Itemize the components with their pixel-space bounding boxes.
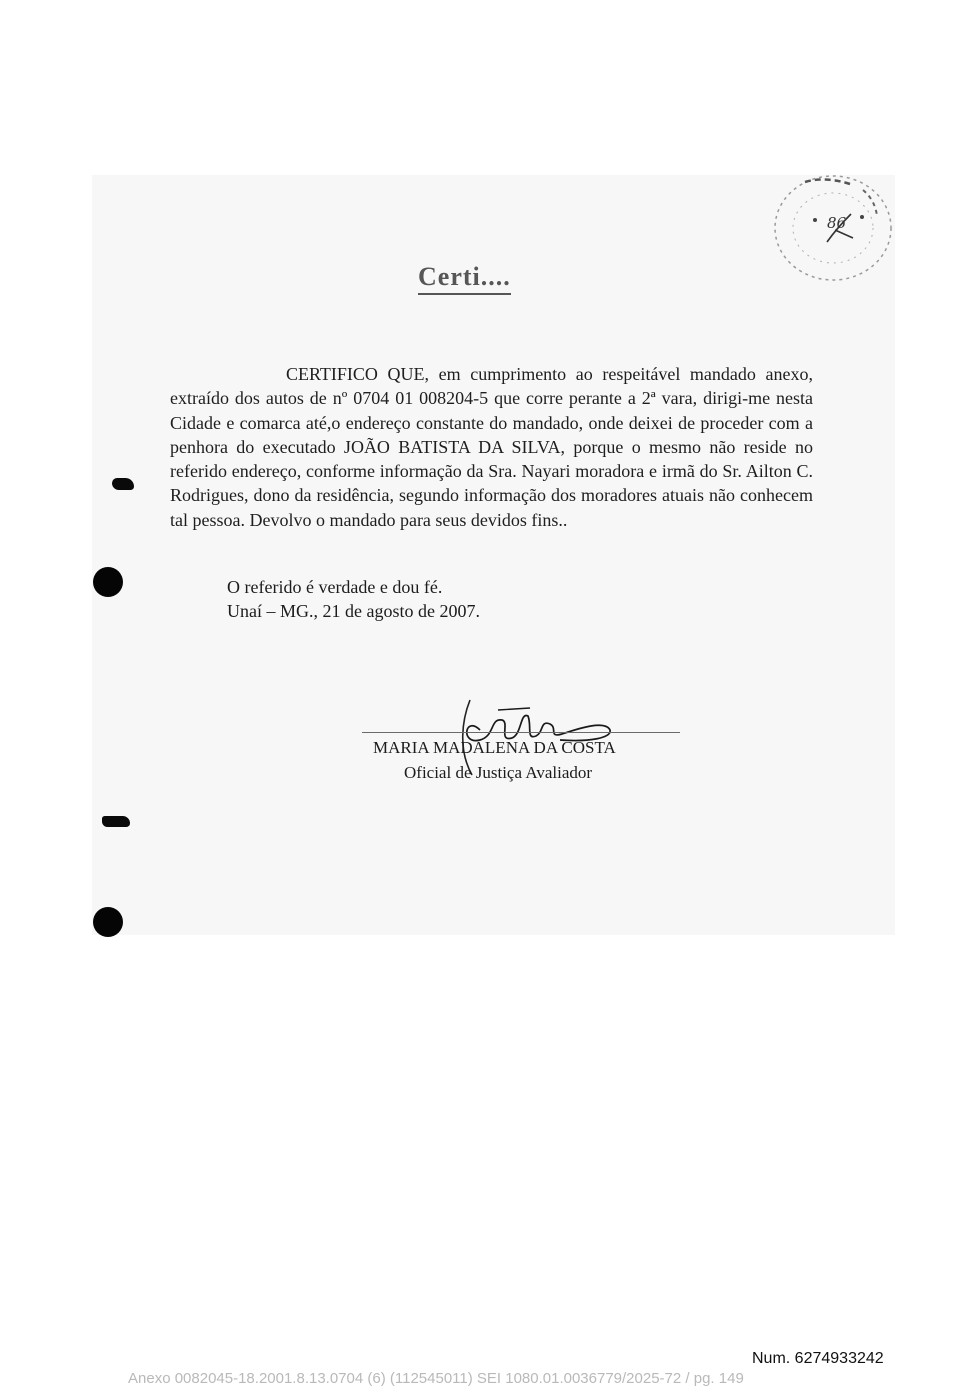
court-stamp bbox=[765, 170, 900, 295]
punch-hole bbox=[93, 907, 123, 937]
document-number: Num. 6274933242 bbox=[752, 1350, 884, 1367]
certificate-paragraph: CERTIFICO QUE, em cumprimento ao respeitável mandado anexo, extraído dos autos de nº 0704 01 008204-5 que corre perante a 2ª vara, dirigi-me nesta Cidade e comarca até,o endereço constante do mandado, onde deixei de proceder com a penhora do executado JOÃO BATISTA DA SILVA, porque o mesmo não reside no referido endereço, conforme informação da Sra. Nayari moradora e irmã do Sr. Ailton C. Rodrigues, dono da residência, segundo informação dos moradores atuais não conhecem tal pessoa. Devolvo o mandado para seus devidos fins.. bbox=[170, 364, 813, 530]
document-title: Certi.... bbox=[418, 263, 511, 295]
signature-line bbox=[362, 732, 680, 733]
closing-statement: O referido é verdade e dou fé. bbox=[227, 577, 443, 597]
binding-mark bbox=[112, 478, 134, 490]
closing-block bbox=[227, 575, 480, 623]
stamp-page-number: 86 bbox=[827, 214, 847, 232]
certificate-body bbox=[170, 362, 813, 532]
place-date: Unaí – MG., 21 de agosto de 2007. bbox=[227, 601, 480, 621]
punch-hole bbox=[93, 567, 123, 597]
binding-mark bbox=[102, 816, 130, 827]
signer-name: MARIA MADALENA DA COSTA bbox=[373, 738, 616, 757]
footer-reference: Anexo 0082045-18.2001.8.13.0704 (6) (112545011) SEI 1080.01.0036779/2025-72 / pg. 149 bbox=[128, 1370, 744, 1387]
signer-role: Oficial de Justiça Avaliador bbox=[404, 763, 593, 782]
